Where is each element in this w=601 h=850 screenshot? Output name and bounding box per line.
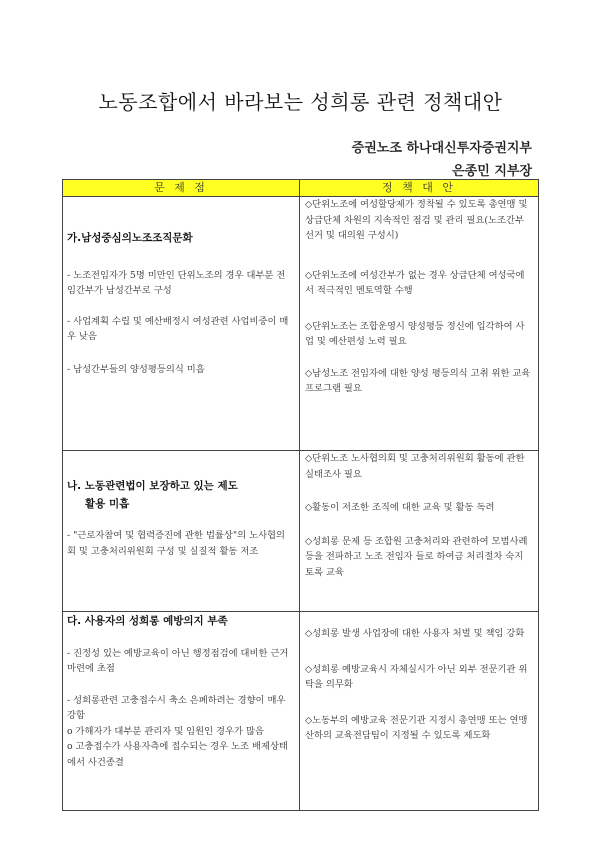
policy-item: ◇단위노조는 조합운영시 양성평등 정신에 입각하여 사업 및 예산편성 노력 필요	[305, 320, 525, 347]
table-row	[63, 612, 539, 811]
policy-item: ◇단위노조 노사협의회 및 고충처리위원회 활동에 관한 실태조사 필요	[305, 453, 525, 480]
policy-item: ◇성희롱 문제 등 조합원 고충처리와 관련하여 모범사례 등을 전파하고 노조 전임자 들로 하여금 처리절차 숙지토록 교육	[305, 535, 528, 578]
problem-item: - 진정성 있는 예방교육이 아닌 행정점검에 대비한 근거마련에 초점	[67, 647, 289, 674]
policy-item: ◇성희롱 예방교육시 자체실시가 아닌 외부 전문기관 위탁을 의무화	[305, 663, 528, 690]
policy-cell	[300, 451, 539, 612]
problem-cell	[63, 451, 300, 612]
problem-heading: 나. 노동관련법이 보장하고 있는 제도	[67, 480, 238, 492]
author-name: 은종민 지부장	[452, 164, 532, 179]
header-policies: 정 책 대 안	[300, 180, 539, 197]
problem-heading: 가.남성중심의노조조직문화	[67, 232, 193, 244]
problem-item: - 사업계획 수립 및 예산배정시 여성관련 사업비중이 매우 낮음	[67, 315, 289, 342]
policy-item: ◇성희롱 발생 사업장에 대한 사용자 처벌 및 책임 강화	[305, 628, 525, 639]
policy-item: ◇단위노조에 여성간부가 없는 경우 상급단체 여성국에서 적극적인 멘토역할 수행	[305, 269, 525, 296]
document-title: 노동조합에서 바라보는 성희롱 관련 정책대안	[98, 90, 503, 114]
problem-item: - "근로자참여 및 협력증진에 관한 법률상"의 노사협의회 및 고충처리위원회 구성 및 실질적 활동 저조	[67, 530, 286, 557]
problem-cell	[63, 197, 300, 451]
problem-item: - 남성간부들의 양성평등의식 미흡	[67, 363, 205, 375]
problem-item: o 고충접수가 사용자측에 접수되는 경우 노조 배제상태에서 사건종결	[67, 741, 288, 768]
table-header-row	[63, 180, 539, 197]
problem-heading-continued: 활용 미흡	[85, 497, 130, 510]
problem-cell	[63, 612, 300, 811]
author-organization: 증권노조 하나대신투자증권지부	[351, 141, 532, 156]
table-row	[63, 197, 539, 451]
table-row	[63, 451, 539, 612]
policy-item: ◇단위노조에 여성할당제가 정착될 수 있도록 총연맹 및 상급단체 차원의 지속적인 점검 및 관리 필요(노조간부 선거 및 대의원 구성시)	[305, 199, 528, 241]
policy-item: ◇노동부의 예방교육 전문기관 지정시 총연맹 또는 연맹산하의 교육전담팀이 지정될 수 있도록 제도화	[305, 714, 528, 741]
policy-cell	[300, 197, 539, 451]
problem-item: - 성희롱관련 고충접수시 축소 은폐하려는 경향이 매우 강함	[67, 694, 286, 721]
header-problems: 문 제 점	[63, 180, 300, 197]
problem-item: o 가해자가 대부분 관리자 및 임원인 경우가 많음	[67, 725, 264, 737]
policy-item: ◇활동이 저조한 조직에 대한 교육 및 활동 독려	[305, 502, 495, 513]
problem-heading: 다. 사용자의 성희롱 예방의지 부족	[67, 615, 228, 627]
policy-table	[62, 179, 539, 811]
problem-item: - 노조전임자가 5명 미만인 단위노조의 경우 대부분 전임간부가 남성간부로 구성	[67, 269, 286, 296]
policy-item: ◇남성노조 전임자에 대한 양성 평등의식 고취 위한 교육프로그램 필요	[305, 367, 531, 394]
policy-cell	[300, 612, 539, 811]
